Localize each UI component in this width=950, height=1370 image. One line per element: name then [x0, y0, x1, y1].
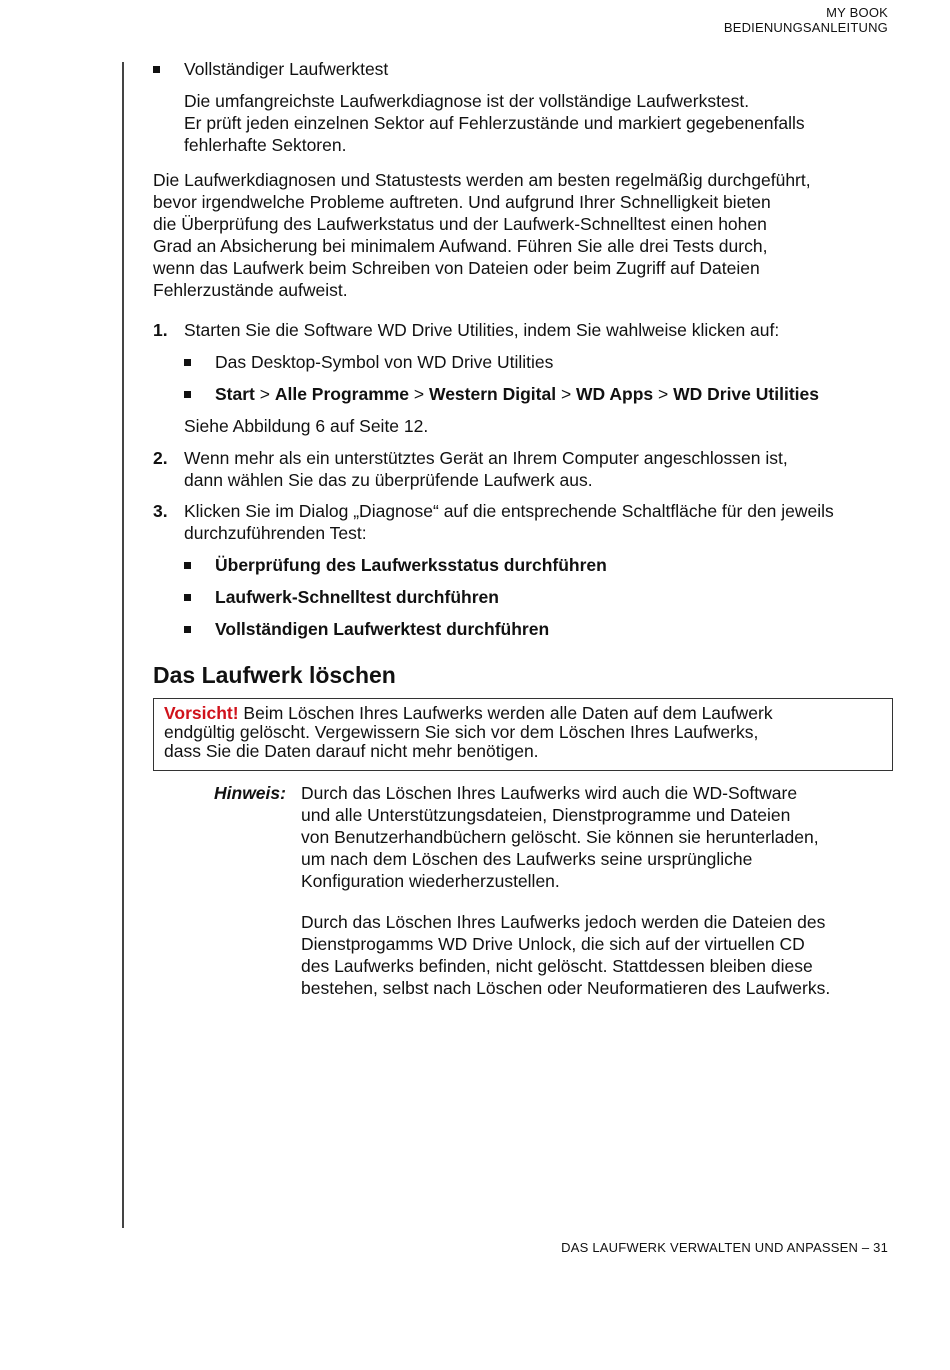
- path-start: Start: [215, 384, 255, 404]
- path-wd-apps: WD Apps: [576, 384, 654, 404]
- text-line: Grad an Absicherung bei minimalem Aufwand. Führen Sie alle drei Tests durch,: [153, 236, 768, 256]
- bullet-description: [153, 90, 893, 156]
- note-paragraph-1: [301, 782, 893, 892]
- bullet-square-icon: [153, 66, 160, 73]
- note-block: [153, 782, 893, 999]
- path-separator: >: [254, 384, 275, 404]
- caution-line: [164, 704, 882, 723]
- diagnostics-paragraph: [153, 169, 893, 301]
- bullet-square-icon: [184, 562, 191, 569]
- text-line: des Laufwerks befinden, nicht gelöscht. Stattdessen bleiben diese: [301, 956, 813, 976]
- text-line: dann wählen Sie das zu überprüfende Laufwerk aus.: [184, 470, 593, 490]
- path-all-programs: Alle Programme: [274, 384, 410, 404]
- text-line: Er prüft jeden einzelnen Sektor auf Fehlerzustände und markiert gegebenenfalls: [184, 113, 805, 133]
- header-manual: BEDIENUNGSANLEITUNG: [723, 20, 888, 35]
- text-line: wenn das Laufwerk beim Schreiben von Dateien oder beim Zugriff auf Dateien: [153, 258, 760, 278]
- note-label: Hinweis:: [214, 783, 286, 803]
- text-line: Klicken Sie im Dialog „Diagnose“ auf die entsprechende Schaltfläche für den jeweils: [184, 501, 834, 521]
- bullet-square-icon: [184, 359, 191, 366]
- bullet-square-icon: [184, 594, 191, 601]
- text-line: Die umfangreichste Laufwerkdiagnose ist der vollständige Laufwerkstest.: [184, 91, 750, 111]
- path-separator: >: [653, 384, 674, 404]
- text-line: Durch das Löschen Ihres Laufwerks wird auch die WD-Software: [301, 783, 798, 803]
- note-paragraph-2: [301, 911, 893, 999]
- text-line: Konfiguration wiederherzustellen.: [301, 871, 560, 891]
- path-western-digital: Western Digital: [429, 384, 557, 404]
- bullet-full-test: [153, 58, 893, 80]
- section-heading: Das Laufwerk löschen: [153, 662, 396, 688]
- bullet-title: Vollständiger Laufwerktest: [184, 59, 389, 79]
- step-2: [153, 447, 893, 491]
- text-line: Durch das Löschen Ihres Laufwerks jedoch werden die Dateien des: [301, 912, 826, 932]
- page-content: [153, 58, 893, 999]
- text-line: Wenn mehr als ein unterstütztes Gerät an Ihrem Computer angeschlossen ist,: [184, 448, 788, 468]
- text-line: die Überprüfung des Laufwerkstatus und der Laufwerk-Schnelltest einen hohen: [153, 214, 767, 234]
- step-1: [153, 319, 893, 437]
- figure-reference: Siehe Abbildung 6 auf Seite 12.: [184, 416, 429, 436]
- step-number: 3.: [153, 501, 168, 521]
- text-line: Dienstprogamms WD Drive Unlock, die sich auf der virtuellen CD: [301, 934, 805, 954]
- text-line: Die Laufwerkdiagnosen und Statustests werden am besten regelmäßig durchgeführt,: [153, 170, 811, 190]
- text-line: bestehen, selbst nach Löschen oder Neuformatieren des Laufwerks.: [301, 978, 831, 998]
- option-text: Vollständigen Laufwerktest durchführen: [215, 619, 550, 639]
- step-number: 2.: [153, 448, 168, 468]
- margin-rule: [122, 62, 124, 1228]
- bullet-square-icon: [184, 391, 191, 398]
- option-quick-test: [184, 586, 893, 608]
- caution-text: dass Sie die Daten darauf nicht mehr benötigen.: [164, 741, 539, 761]
- step-text: Starten Sie die Software WD Drive Utilities, indem Sie wahlweise klicken auf:: [184, 320, 780, 340]
- text-line: Fehlerzustände aufweist.: [153, 280, 348, 300]
- menu-path: [215, 383, 893, 405]
- option-full-test: [184, 618, 893, 640]
- running-header: [724, 5, 888, 35]
- text-line: um nach dem Löschen des Laufwerks seine ursprüngliche: [301, 849, 753, 869]
- text-line: fehlerhafte Sektoren.: [184, 135, 347, 155]
- text-line: bevor irgendwelche Probleme auftreten. Und aufgrund Ihrer Schnelligkeit bieten: [153, 192, 771, 212]
- path-wd-drive-utilities: WD Drive Utilities: [673, 384, 819, 404]
- option-status-check: [184, 554, 893, 576]
- option-text: Das Desktop-Symbol von WD Drive Utilities: [215, 352, 554, 372]
- caution-label: Vorsicht!: [164, 703, 239, 723]
- path-separator: >: [409, 384, 429, 404]
- caution-text: Beim Löschen Ihres Laufwerks werden alle Daten auf dem Laufwerk: [238, 703, 773, 723]
- running-footer: DAS LAUFWERK VERWALTEN UND ANPASSEN – 31: [561, 1240, 888, 1255]
- step-3: [153, 500, 893, 640]
- text-line: von Benutzerhandbüchern gelöscht. Sie können sie herunterladen,: [301, 827, 819, 847]
- path-separator: >: [556, 384, 577, 404]
- option-text: Laufwerk-Schnelltest durchführen: [215, 587, 499, 607]
- option-start-menu-path: [184, 383, 893, 405]
- caution-box: [153, 698, 893, 771]
- text-line: und alle Unterstützungsdateien, Dienstprogramme und Dateien: [301, 805, 791, 825]
- step-number: 1.: [153, 320, 168, 340]
- header-product: MY BOOK: [826, 5, 888, 20]
- text-line: durchzuführenden Test:: [184, 523, 367, 543]
- option-desktop-icon: [184, 351, 893, 373]
- caution-text: endgültig gelöscht. Vergewissern Sie sich vor dem Löschen Ihres Laufwerks,: [164, 722, 759, 742]
- option-text: Überprüfung des Laufwerksstatus durchführen: [215, 555, 607, 575]
- bullet-square-icon: [184, 626, 191, 633]
